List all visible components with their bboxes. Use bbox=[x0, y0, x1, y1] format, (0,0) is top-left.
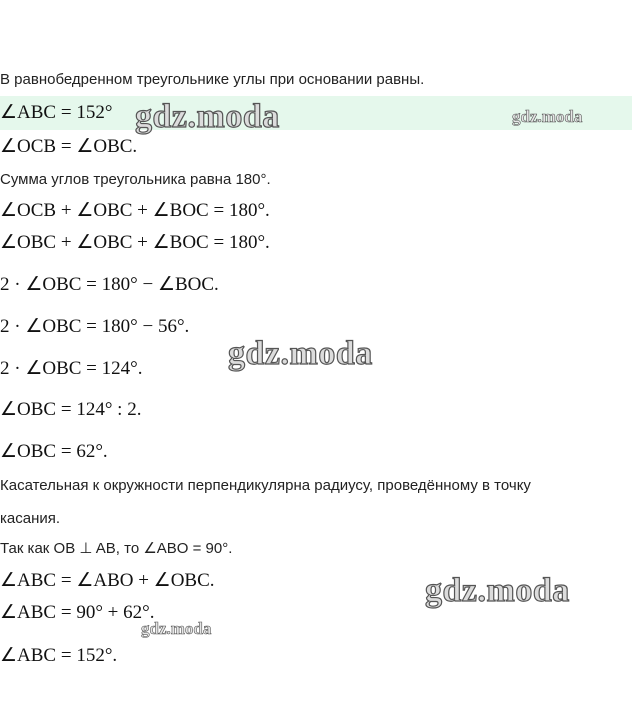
watermark: gdz.moda bbox=[512, 107, 583, 126]
watermark: gdz.moda bbox=[425, 572, 570, 609]
equation-line: 2 · ∠OBC = 180° − ∠BOC. bbox=[0, 274, 219, 295]
equation-line: ∠OCB + ∠OBC + ∠BOC = 180°. bbox=[0, 200, 270, 221]
text-line-isosceles: В равнобедренном треугольнике углы при основании равны. bbox=[0, 71, 425, 88]
equation-line: ∠ABC = 152°. bbox=[0, 645, 118, 666]
equation-line: ∠OBC + ∠OBC + ∠BOC = 180°. bbox=[0, 232, 270, 253]
text-line-perpendicular: Так как OB ⊥ AB, то ∠ABO = 90°. bbox=[0, 540, 233, 557]
equation-line: ∠ABC = 90° + 62°. bbox=[0, 602, 155, 623]
answer-line: ∠ABC = 152° bbox=[0, 102, 113, 123]
equation-line: ∠ABC = ∠ABO + ∠OBC. bbox=[0, 570, 215, 591]
watermark: gdz.moda bbox=[135, 98, 280, 135]
equation-line: ∠OBC = 124° : 2. bbox=[0, 399, 142, 420]
watermark: gdz.moda bbox=[141, 619, 212, 638]
equation-line: ∠OCB = ∠OBC. bbox=[0, 136, 138, 157]
equation-line: ∠OBC = 62°. bbox=[0, 441, 108, 462]
equation-line: 2 · ∠OBC = 180° − 56°. bbox=[0, 316, 190, 337]
text-line-tangent: Касательная к окружности перпендикулярна радиусу, проведённому в точку bbox=[0, 477, 531, 494]
text-line-angle-sum: Сумма углов треугольника равна 180°. bbox=[0, 171, 271, 188]
equation-line: 2 · ∠OBC = 124°. bbox=[0, 358, 143, 379]
watermark: gdz.moda bbox=[228, 335, 373, 372]
text-line-tangent-cont: касания. bbox=[0, 510, 61, 527]
